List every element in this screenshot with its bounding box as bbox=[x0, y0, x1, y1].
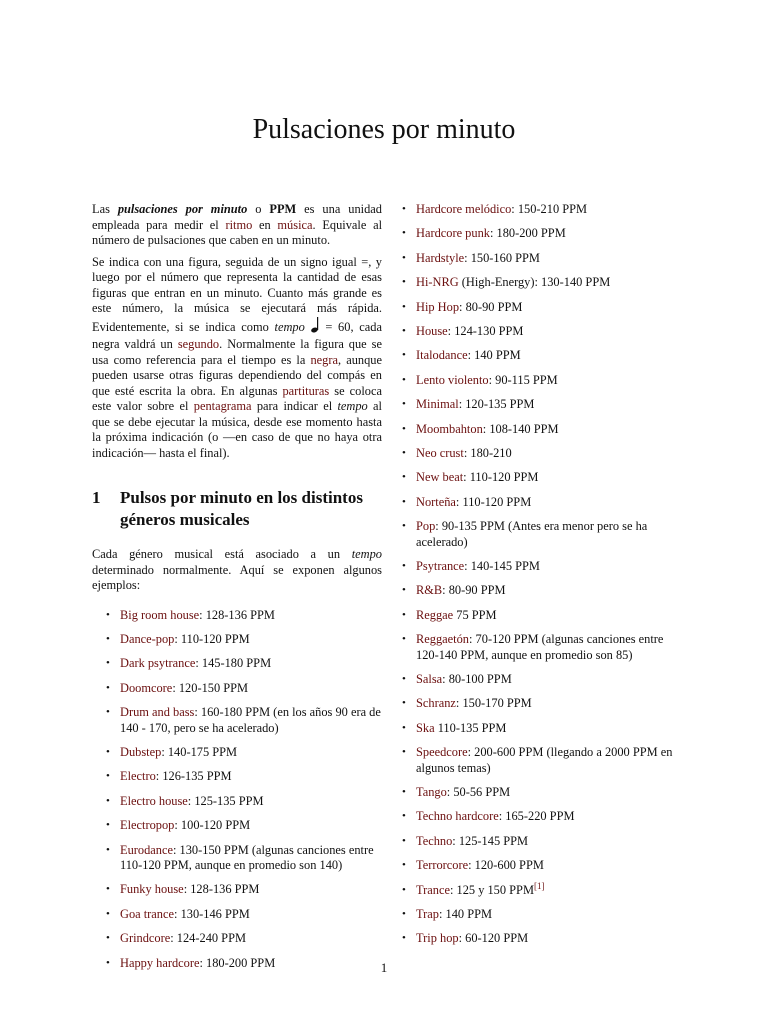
genre-link[interactable]: Funky house bbox=[120, 882, 184, 897]
genre-bpm: 90-135 PPM (Antes era menor pero se ha acelerado) bbox=[416, 519, 648, 549]
genre-link[interactable]: Lento violento bbox=[416, 372, 489, 387]
bullet-icon: • bbox=[402, 786, 406, 799]
genre-separator: : bbox=[194, 705, 198, 720]
genre-link[interactable]: Tango bbox=[416, 785, 447, 800]
genre-link[interactable]: Eurodance bbox=[120, 842, 173, 857]
genre-bpm: 180-200 PPM bbox=[202, 955, 276, 970]
bullet-icon: • bbox=[402, 422, 406, 435]
genre-bpm: 120-135 PPM bbox=[462, 397, 535, 412]
bullet-icon: • bbox=[402, 300, 406, 313]
genre-link[interactable]: Terrorcore bbox=[416, 858, 469, 873]
bullet-icon: • bbox=[402, 908, 406, 921]
bullet-icon: • bbox=[402, 859, 406, 872]
genre-list-item bbox=[402, 470, 682, 486]
genre-list-item bbox=[402, 858, 682, 874]
page-number: 1 bbox=[380, 960, 388, 975]
genre-list-item bbox=[402, 745, 682, 776]
genre-bpm: 70-120 PPM (algunas canciones entre 120-140 PPM, aunque en promedio son 85) bbox=[416, 632, 664, 662]
section-paragraph bbox=[92, 547, 382, 594]
text: , aunque pueden usarse otras figuras dependiendo del compás en que esté escrita la obra. En algunas bbox=[92, 352, 382, 398]
genre-link[interactable]: Techno bbox=[416, 833, 453, 848]
genre-separator: : bbox=[199, 607, 203, 622]
genre-separator: : bbox=[459, 299, 463, 314]
genre-bpm: 180-210 bbox=[467, 445, 512, 460]
genre-link[interactable]: R&B bbox=[416, 583, 443, 598]
tempo-term: tempo bbox=[337, 399, 368, 413]
link-partituras[interactable]: partituras bbox=[282, 383, 330, 398]
genre-bpm: 140-175 PPM bbox=[164, 744, 238, 759]
text: Se indica con una figura, seguida de un signo igual =, y luego por el número que representa la cantidad de esas figuras que entran en un minuto. Cuanto más grande es este número, la música se ejecutará más rápida. Evidentemente, si se indica como bbox=[92, 254, 382, 334]
genre-bpm: 110-120 PPM bbox=[177, 631, 250, 646]
genre-separator: : bbox=[455, 696, 460, 711]
bullet-icon: • bbox=[106, 632, 110, 645]
genre-bpm: 75 PPM bbox=[453, 607, 497, 622]
genre-bpm: 124-130 PPM bbox=[451, 323, 524, 338]
genre-list-item bbox=[402, 559, 682, 575]
genre-bpm: 110-135 PPM bbox=[434, 720, 507, 735]
genre-link[interactable]: Norteña bbox=[416, 494, 456, 509]
genre-link[interactable]: Pop bbox=[416, 519, 436, 534]
bullet-icon: • bbox=[402, 520, 406, 533]
bullet-icon: • bbox=[402, 373, 406, 386]
right-column bbox=[402, 202, 682, 956]
bullet-icon: • bbox=[106, 794, 110, 807]
genre-separator: : bbox=[467, 348, 472, 363]
genre-bpm: 125-135 PPM bbox=[191, 793, 264, 808]
genre-bpm: 108-140 PPM bbox=[486, 421, 559, 436]
genre-separator: : bbox=[498, 809, 503, 824]
genre-separator: : bbox=[464, 558, 468, 573]
genre-list-item bbox=[106, 818, 382, 834]
genre-separator: : bbox=[458, 931, 463, 946]
genre-separator: : bbox=[187, 793, 192, 808]
genre-bpm: 60-120 PPM bbox=[462, 931, 529, 946]
genre-bpm: 130-150 PPM (algunas canciones entre 110-120 PPM, aunque en promedio son 140) bbox=[120, 842, 374, 873]
genre-separator: : bbox=[489, 226, 494, 241]
genre-bpm: 130-146 PPM bbox=[177, 906, 250, 921]
genre-bpm: 125 y 150 PPM bbox=[453, 882, 534, 897]
genre-list-item bbox=[106, 882, 382, 898]
genre-link[interactable]: Electro bbox=[120, 769, 156, 784]
genre-list-item bbox=[402, 696, 682, 712]
genre-link[interactable]: Salsa bbox=[416, 672, 443, 687]
genre-separator: : bbox=[195, 656, 199, 671]
genre-separator: : bbox=[455, 494, 460, 509]
genre-link[interactable]: Happy hardcore bbox=[120, 955, 200, 970]
bullet-icon: • bbox=[402, 495, 406, 508]
genre-separator: : bbox=[452, 833, 456, 848]
genre-list-item bbox=[402, 672, 682, 688]
genre-separator: : bbox=[463, 470, 467, 485]
genre-separator: : bbox=[172, 842, 177, 857]
genre-link[interactable]: Hardstyle bbox=[416, 250, 465, 265]
genre-link[interactable]: Reggaetón bbox=[416, 632, 469, 647]
genre-separator: : bbox=[468, 858, 472, 873]
section-title: Pulsos por minuto en los distintos géneros musicales bbox=[120, 488, 363, 529]
genre-link[interactable]: Ska bbox=[416, 720, 435, 735]
genre-bpm: 140 PPM bbox=[442, 907, 493, 922]
genre-separator: : bbox=[463, 445, 468, 460]
genre-separator: : bbox=[174, 906, 178, 921]
genre-separator: : bbox=[161, 744, 165, 759]
genre-separator: : bbox=[442, 672, 446, 687]
bullet-icon: • bbox=[402, 883, 406, 896]
genre-separator: : bbox=[488, 372, 493, 387]
genre-list-item bbox=[402, 397, 682, 413]
genre-link[interactable]: House bbox=[416, 323, 448, 338]
bullet-icon: • bbox=[402, 276, 406, 289]
genre-list-item bbox=[402, 275, 682, 291]
genre-bpm: 145-180 PPM bbox=[198, 656, 272, 671]
bullet-icon: • bbox=[402, 746, 406, 759]
quarter-note-icon bbox=[311, 317, 320, 338]
genre-list-item bbox=[106, 632, 382, 648]
text: . Normalmente la figura que se usa como referencia para el tiempo es la bbox=[92, 337, 382, 367]
link-pentagrama[interactable]: pentagrama bbox=[193, 399, 252, 413]
genre-link[interactable]: New beat bbox=[416, 470, 464, 485]
genre-separator: : bbox=[155, 769, 160, 784]
genre-separator: : bbox=[446, 785, 451, 800]
genre-separator: : bbox=[458, 397, 463, 412]
genre-list-item bbox=[106, 794, 382, 810]
genre-list-right bbox=[402, 202, 682, 947]
bullet-icon: • bbox=[402, 697, 406, 710]
genre-list-item bbox=[106, 745, 382, 761]
genre-separator: : bbox=[174, 631, 178, 646]
genre-link[interactable]: Schranz bbox=[416, 696, 456, 711]
genre-separator: : bbox=[174, 818, 178, 833]
bullet-icon: • bbox=[402, 398, 406, 411]
genre-list-item bbox=[106, 843, 382, 874]
bullet-icon: • bbox=[402, 608, 406, 621]
bullet-icon: • bbox=[402, 203, 406, 215]
tempo-term: tempo bbox=[351, 547, 382, 561]
genre-list-item bbox=[106, 608, 382, 624]
genre-bpm: 150-160 PPM bbox=[467, 250, 540, 265]
bullet-icon: • bbox=[106, 819, 110, 832]
bullet-icon: • bbox=[106, 883, 110, 896]
text: Las bbox=[92, 202, 118, 216]
genre-separator: : bbox=[482, 421, 487, 436]
genre-link[interactable]: Reggae bbox=[416, 607, 454, 622]
genre-link[interactable]: Hardcore melódico bbox=[416, 202, 512, 216]
genre-list-item bbox=[106, 931, 382, 947]
genre-link[interactable]: Neo crust bbox=[416, 445, 464, 460]
section-number: 1 bbox=[92, 488, 101, 507]
genre-bpm: 150-170 PPM bbox=[459, 696, 532, 711]
left-column bbox=[92, 202, 382, 980]
bullet-icon: • bbox=[106, 745, 110, 758]
genre-list-item bbox=[402, 373, 682, 389]
link-ritmo[interactable]: ritmo bbox=[225, 217, 253, 232]
genre-bpm: 124-240 PPM bbox=[173, 931, 246, 946]
genre-separator: : bbox=[469, 632, 473, 647]
bullet-icon: • bbox=[106, 706, 110, 719]
bullet-icon: • bbox=[106, 657, 110, 670]
text: al que se debe ejecutar la música, desde ese momento hasta la próxima indicación (o —en caso de que no haya otra indicación— hasta el final). bbox=[92, 399, 382, 460]
genre-list-item bbox=[106, 769, 382, 785]
genre-bpm: 160-180 PPM (en los años 90 era de 140 - 170, pero se ha acelerado) bbox=[120, 705, 381, 735]
genre-bpm: 110-120 PPM bbox=[466, 470, 539, 485]
genre-link[interactable]: Dark psytrance bbox=[120, 656, 196, 671]
genre-link[interactable]: Grindcore bbox=[120, 931, 171, 946]
genre-link[interactable]: Hip Hop bbox=[416, 299, 460, 314]
genre-link[interactable]: Big room house bbox=[120, 607, 200, 622]
genre-bpm: 80-100 PPM bbox=[445, 672, 512, 687]
bullet-icon: • bbox=[402, 227, 406, 240]
bullet-icon: • bbox=[402, 810, 406, 823]
genre-list-item bbox=[402, 202, 682, 218]
genre-list-item bbox=[106, 907, 382, 923]
genre-bpm: 128-136 PPM bbox=[202, 607, 275, 622]
genre-bpm: 120-150 PPM bbox=[175, 680, 249, 695]
text: es una unidad empleada para medir el bbox=[92, 202, 382, 232]
genre-list-item bbox=[402, 907, 682, 923]
text: para indicar el bbox=[251, 399, 338, 413]
bullet-icon: • bbox=[106, 932, 110, 945]
genre-list-item bbox=[106, 681, 382, 697]
genre-bpm: 125-145 PPM bbox=[455, 833, 529, 848]
genre-bpm: 126-135 PPM bbox=[159, 769, 232, 784]
bullet-icon: • bbox=[106, 907, 110, 920]
genre-separator: : bbox=[449, 882, 454, 897]
genre-list-item bbox=[402, 495, 682, 511]
text: . Equivale al número de pulsaciones que caben en un minuto. bbox=[92, 217, 383, 247]
link-segundo[interactable]: segundo bbox=[177, 337, 220, 351]
bullet-icon: • bbox=[402, 633, 406, 646]
genre-bpm: 140 PPM bbox=[471, 348, 521, 363]
tempo-term: tempo bbox=[274, 319, 305, 334]
reference-link[interactable]: [1] bbox=[533, 880, 545, 891]
genre-bpm: 100-120 PPM bbox=[177, 818, 251, 833]
link-musica[interactable]: música bbox=[277, 217, 313, 232]
genre-link[interactable]: Drum and bass bbox=[120, 705, 195, 720]
bullet-icon: • bbox=[402, 559, 406, 572]
bullet-icon: • bbox=[106, 681, 110, 694]
intro-paragraph-1 bbox=[92, 202, 382, 249]
genre-link[interactable]: Dance-pop bbox=[120, 631, 175, 646]
genre-separator: : bbox=[172, 680, 176, 695]
bullet-icon: • bbox=[402, 446, 406, 459]
genre-link[interactable]: Trance bbox=[416, 882, 450, 897]
text: determinado normalmente. Aquí se exponen algunos ejemplos: bbox=[92, 562, 382, 592]
genre-bpm: 128-136 PPM bbox=[187, 882, 260, 897]
genre-link[interactable]: Hardcore punk bbox=[416, 226, 490, 241]
term: pulsaciones por minuto bbox=[117, 202, 248, 216]
genre-separator: : bbox=[170, 931, 174, 946]
genre-list-item bbox=[106, 656, 382, 672]
bullet-icon: • bbox=[106, 843, 110, 856]
bullet-icon: • bbox=[106, 770, 110, 783]
genre-link[interactable]: Electropop bbox=[120, 818, 175, 833]
genre-link[interactable]: Moombahton bbox=[416, 421, 483, 436]
text: se coloca este valor sobre el bbox=[92, 383, 382, 413]
text: en bbox=[252, 217, 278, 232]
genre-bpm: 120-600 PPM bbox=[471, 858, 544, 873]
bullet-icon: • bbox=[402, 721, 406, 734]
genre-list-item bbox=[402, 251, 682, 267]
genre-list-item bbox=[402, 324, 682, 340]
text: Cada género musical está asociado a un bbox=[92, 547, 352, 561]
genre-list-item bbox=[402, 519, 682, 550]
genre-list-item bbox=[402, 931, 682, 947]
genre-link[interactable]: Electro house bbox=[120, 793, 188, 808]
genre-separator: : bbox=[435, 519, 439, 534]
genre-list-item bbox=[402, 632, 682, 663]
genre-link[interactable]: Trap bbox=[416, 907, 439, 922]
bullet-icon: • bbox=[402, 932, 406, 945]
genre-bpm: 80-90 PPM bbox=[462, 299, 523, 314]
genre-list-item bbox=[402, 446, 682, 462]
genre-bpm: 165-220 PPM bbox=[502, 809, 575, 824]
genre-bpm: (High-Energy): 130-140 PPM bbox=[458, 275, 611, 290]
genre-list-item bbox=[402, 300, 682, 316]
genre-link[interactable]: Techno hardcore bbox=[416, 809, 499, 824]
genre-list-item bbox=[106, 705, 382, 736]
genre-separator: : bbox=[467, 745, 472, 760]
bullet-icon: • bbox=[402, 324, 406, 337]
genre-link[interactable]: Speedcore bbox=[416, 745, 468, 760]
genre-link[interactable]: Minimal bbox=[416, 397, 459, 412]
genre-list-left bbox=[92, 608, 382, 972]
genre-link[interactable]: Trip hop bbox=[416, 931, 459, 946]
genre-separator: : bbox=[199, 955, 203, 970]
section-heading bbox=[92, 487, 382, 531]
bullet-icon: • bbox=[106, 956, 110, 969]
genre-link[interactable]: Hi-NRG bbox=[416, 275, 459, 290]
genre-bpm: 180-200 PPM bbox=[493, 226, 566, 241]
bullet-icon: • bbox=[402, 673, 406, 686]
genre-link[interactable]: Italodance bbox=[416, 348, 468, 363]
bullet-icon: • bbox=[402, 834, 406, 847]
genre-link[interactable]: Dubstep bbox=[120, 744, 162, 759]
genre-separator: : bbox=[183, 882, 188, 897]
genre-bpm: 90-115 PPM bbox=[492, 372, 558, 387]
genre-list-item bbox=[402, 721, 682, 737]
genre-bpm: 80-90 PPM bbox=[445, 583, 506, 598]
genre-link[interactable]: Doomcore bbox=[120, 680, 173, 695]
genre-list-item bbox=[402, 226, 682, 242]
genre-list-item bbox=[402, 608, 682, 624]
genre-separator: : bbox=[438, 907, 443, 922]
genre-bpm: 110-120 PPM bbox=[459, 494, 532, 509]
bullet-icon: • bbox=[402, 584, 406, 597]
genre-list-item bbox=[402, 583, 682, 599]
genre-bpm: 200-600 PPM (llegando a 2000 PPM en algunos temas) bbox=[416, 745, 673, 775]
genre-list-item bbox=[402, 809, 682, 825]
bullet-icon: • bbox=[402, 471, 406, 484]
genre-separator: : bbox=[464, 250, 468, 265]
genre-separator: : bbox=[511, 202, 515, 216]
text: = 60, cada negra valdrá un bbox=[92, 319, 382, 351]
genre-list-item bbox=[402, 785, 682, 801]
genre-link[interactable]: Psytrance bbox=[416, 558, 465, 573]
genre-separator: : bbox=[442, 583, 446, 598]
bullet-icon: • bbox=[402, 349, 406, 362]
genre-list-item bbox=[402, 348, 682, 364]
text: o bbox=[247, 202, 270, 216]
intro-paragraph-2 bbox=[92, 255, 382, 462]
genre-bpm: 140-145 PPM bbox=[467, 558, 540, 573]
page-title: Pulsaciones por minuto bbox=[252, 114, 516, 145]
link-negra[interactable]: negra bbox=[310, 352, 338, 367]
bullet-icon: • bbox=[402, 251, 406, 264]
genre-list-item bbox=[402, 834, 682, 850]
genre-separator: : bbox=[447, 323, 452, 338]
genre-bpm: 150-210 PPM bbox=[514, 202, 588, 216]
genre-link[interactable]: Goa trance bbox=[120, 906, 175, 921]
abbreviation: PPM bbox=[269, 202, 297, 216]
genre-list-item bbox=[402, 422, 682, 438]
bullet-icon: • bbox=[106, 608, 110, 621]
genre-bpm: 50-56 PPM bbox=[450, 785, 511, 800]
genre-list-item bbox=[402, 880, 682, 899]
